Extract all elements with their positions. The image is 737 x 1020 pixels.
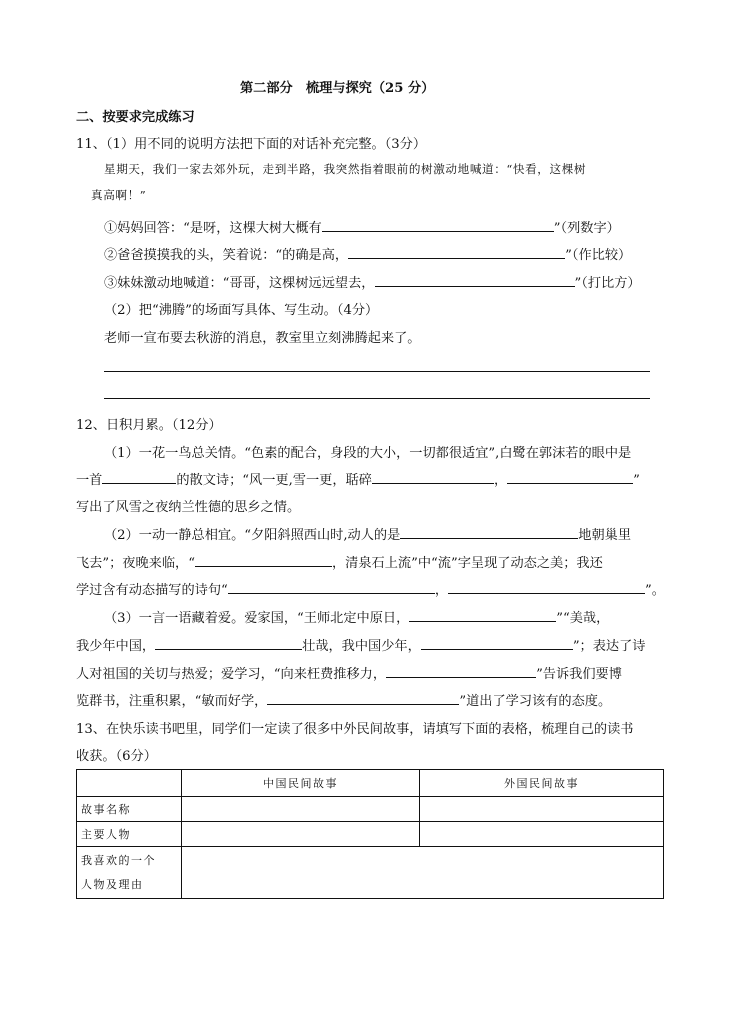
table-corner-cell — [77, 770, 182, 797]
q12-p3-text-g: ”告诉我们要博 — [536, 667, 622, 682]
q12-p3-line3 — [76, 663, 622, 682]
q11-passage-line2: 真高啊！” — [91, 188, 147, 202]
q12-blank-moon[interactable] — [195, 554, 332, 567]
q11-blank-2[interactable] — [348, 246, 565, 259]
q12-p2-text-f: ”。 — [645, 583, 665, 598]
table-header-row — [77, 770, 664, 797]
q11-line1-prompt: ①妈妈回答：“是呀，这棵大树大概有 — [104, 221, 322, 236]
q11-sub2: （2）把“沸腾”的场面写具体、写生动。（4分） — [104, 303, 379, 318]
q12-blank-youth-1[interactable] — [155, 637, 302, 650]
q11-line2-hint: ”（作比较） — [565, 248, 632, 263]
q11-passage-line1: 星期天，我们一家去郊外玩，走到半路，我突然指着眼前的树激动地喊道：“快看，这棵树 — [104, 162, 587, 176]
q12-p3-line4 — [76, 690, 611, 709]
q12-blank-poem-1[interactable] — [372, 471, 494, 484]
q12-title: 12、日积月累。（12分） — [76, 418, 222, 433]
q12-blank-study[interactable] — [386, 665, 536, 678]
row-label-main-characters: 主要人物 — [77, 822, 182, 847]
q11-sub1: 11、（1）用不同的说明方法把下面的对话补充完整。（3分） — [76, 137, 427, 152]
table-row — [77, 822, 664, 847]
q11-line3-hint: ”（打比方） — [574, 276, 641, 291]
q11-writing-line-2[interactable] — [104, 398, 650, 399]
q12-p2-line3 — [76, 579, 665, 598]
q12-p1-text-a: 一首 — [76, 473, 103, 488]
q11-line3-prompt: ③妹妹激动地喊道：“哥哥，这棵树远远望去， — [104, 276, 375, 291]
q12-p3-text-h: 览群书，注重积累，“敏而好学， — [76, 694, 268, 709]
q11-blank-3[interactable] — [375, 274, 575, 287]
table-row — [77, 847, 664, 899]
section-title: 第二部分 梳理与探究（25 分） — [240, 81, 435, 96]
q12-p1-end: ” — [633, 473, 640, 488]
q12-p3-text-c: 我少年中国， — [76, 639, 156, 654]
q12-p2-text-b: 地朝巢里 — [578, 528, 632, 543]
q12-p3-text-i: ”道出了学习该有的态度。 — [459, 694, 612, 709]
q12-p3-line1 — [104, 607, 609, 626]
q11-answer-line3 — [104, 272, 641, 291]
q12-p2-line2 — [76, 552, 603, 571]
q11-writing-line-1[interactable] — [104, 371, 650, 372]
row-label-story-name: 故事名称 — [77, 797, 182, 822]
q12-p3-text-a: （3）一言一语藏着爱。爱家国，“王师北定中原日， — [104, 611, 410, 626]
q12-p2-text-a: （2）一动一静总相宜。“夕阳斜照西山时,动人的是 — [104, 528, 401, 543]
q11-answer-line1 — [104, 217, 620, 236]
row-label-favorite-line2: 人物及理由 — [81, 877, 144, 891]
q12-blank-white-egret[interactable] — [102, 471, 176, 484]
q12-p3-text-e: ”；表达了诗 — [572, 639, 646, 654]
q12-p2-sep: ， — [434, 583, 448, 598]
q12-p1-line3: 写出了风雪之夜纳兰性德的思乡之情。 — [76, 500, 301, 515]
q13-line2: 收获。（6分） — [76, 749, 157, 764]
part-heading: 二、按要求完成练习 — [76, 110, 195, 125]
q12-p3-text-d: 壮哉，我中国少年， — [302, 639, 421, 654]
q12-p3-text-f: 人对祖国的关切与热爱；爱学习，“向来枉费推移力， — [76, 667, 387, 682]
q12-blank-learning[interactable] — [267, 692, 459, 705]
row-label-favorite-line1: 我喜欢的一个 — [81, 853, 156, 867]
cell-foreign-characters[interactable] — [420, 822, 664, 847]
q11-blank-1[interactable] — [322, 219, 554, 232]
q12-p2-text-c: 飞去”；夜晚来临，“ — [76, 556, 195, 571]
q12-p2-line1 — [104, 524, 631, 543]
q12-p1-text-b: 的散文诗；“风一更,雪一更，聒碎 — [176, 473, 372, 488]
table-row — [77, 797, 664, 822]
q12-blank-dynamic-2[interactable] — [448, 581, 645, 594]
q12-blank-youth-2[interactable] — [421, 637, 573, 650]
cell-foreign-story-name[interactable] — [420, 797, 664, 822]
cell-china-characters[interactable] — [182, 822, 420, 847]
q11-line2-prompt: ②爸爸摸摸我的头，笑着说：“的确是高， — [104, 248, 349, 263]
q12-p1-sep: ， — [493, 473, 508, 488]
reading-table — [76, 769, 664, 899]
row-label-favorite-character — [77, 847, 182, 899]
q12-p1-line2 — [76, 469, 640, 488]
q11-line1-hint: ”（列数字） — [553, 221, 620, 236]
cell-favorite-character[interactable] — [182, 847, 664, 899]
q12-blank-patriot[interactable] — [409, 609, 556, 622]
q12-p2-text-e: 学过含有动态描写的诗句“ — [76, 583, 228, 598]
header-china-folk-tales: 中国民间故事 — [182, 770, 420, 797]
cell-china-story-name[interactable] — [182, 797, 420, 822]
q12-blank-dynamic-1[interactable] — [228, 581, 435, 594]
q12-blank-birds[interactable] — [400, 526, 578, 539]
q12-p3-line2 — [76, 635, 646, 654]
header-foreign-folk-tales: 外国民间故事 — [420, 770, 664, 797]
q12-p3-text-b: ”“美哉， — [556, 611, 610, 626]
q12-blank-poem-2[interactable] — [507, 471, 633, 484]
q11-answer-line2 — [104, 244, 631, 263]
q12-p2-text-d: ，清泉石上流”中“流”字呈现了动态之美；我还 — [331, 556, 603, 571]
q13-line1: 13、在快乐读书吧里，同学们一定读了很多中外民间故事，请填写下面的表格，梳理自己的读书 — [76, 722, 634, 737]
q12-p1-line1: （1）一花一鸟总关情。“色素的配合，身段的大小，一切都很适宜”,白鹭在郭沫若的眼中是 — [104, 446, 632, 461]
q11-sentence: 老师一宣布要去秋游的消息，教室里立刻沸腾起来了。 — [104, 331, 421, 346]
